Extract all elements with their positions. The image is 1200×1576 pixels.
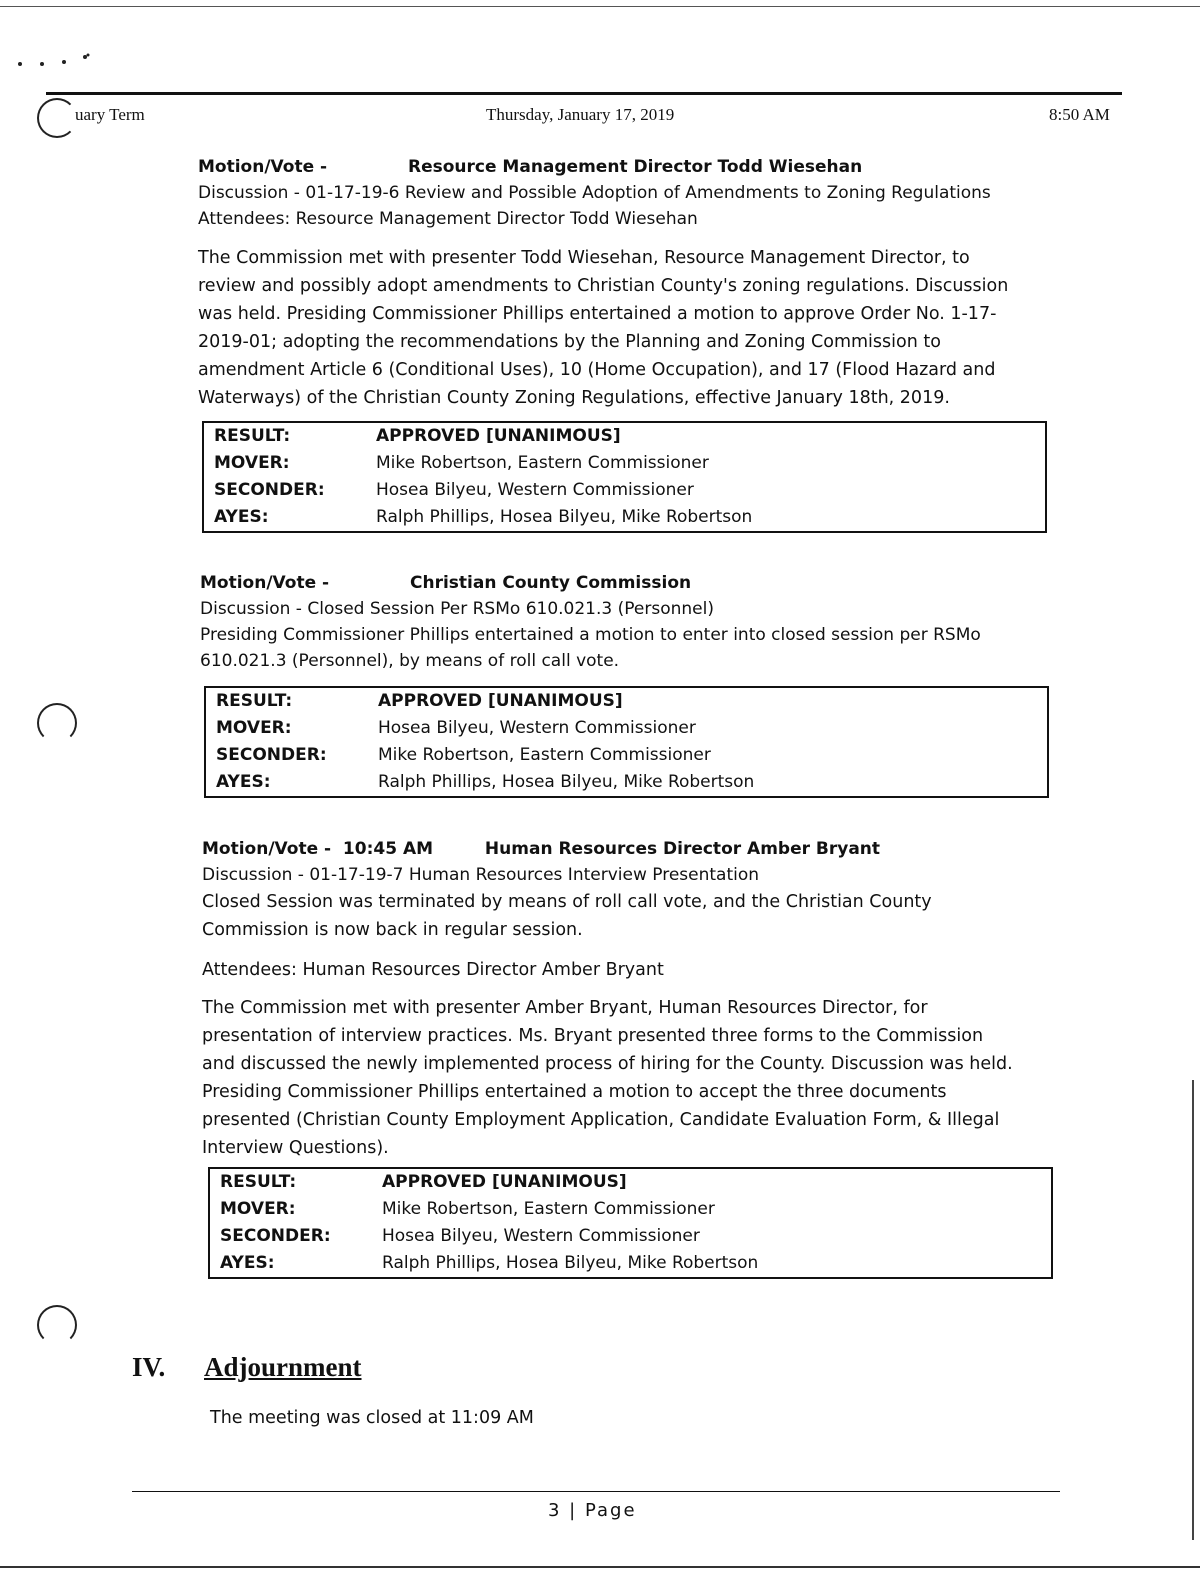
header-term: uary Term — [75, 105, 145, 124]
vote-label: AYES: — [220, 1253, 275, 1273]
header-rule — [46, 92, 1122, 95]
vote-row-mover — [205, 715, 1048, 742]
motion-label: Motion/Vote - — [202, 839, 332, 859]
motion-label: Motion/Vote - — [200, 573, 330, 593]
vote-ayes: Ralph Phillips, Hosea Bilyeu, Mike Robertson — [378, 772, 755, 792]
body-line: Closed Session was terminated by means of roll call vote, and the Christian County — [202, 892, 932, 912]
footer-rule — [132, 1491, 1060, 1492]
vote-seconder: Hosea Bilyeu, Western Commissioner — [376, 480, 694, 500]
vote-row-ayes — [209, 1250, 1052, 1278]
scan-edge-top — [0, 6, 1200, 7]
vote-label: MOVER: — [214, 453, 290, 473]
agenda-item — [202, 836, 880, 888]
punch-hole-mark — [37, 98, 77, 138]
vote-row-ayes — [203, 504, 1046, 532]
vote-table — [204, 686, 1049, 798]
body-line: was held. Presiding Commissioner Phillips entertained a motion to approve Order No. 1-17- — [198, 304, 997, 324]
motion-heading — [200, 570, 981, 596]
vote-mover: Hosea Bilyeu, Western Commissioner — [378, 718, 696, 738]
vote-mover: Mike Robertson, Eastern Commissioner — [376, 453, 709, 473]
vote-row-result — [209, 1168, 1052, 1196]
closed-session-note — [202, 888, 1062, 944]
body-line: presented (Christian County Employment Application, Candidate Evaluation Form, & Illegal — [202, 1110, 1000, 1130]
vote-row-mover — [209, 1196, 1052, 1223]
body-line: The Commission met with presenter Amber Bryant, Human Resources Director, for — [202, 998, 928, 1018]
vote-label: SECONDER: — [216, 745, 327, 765]
section-heading — [132, 1352, 362, 1383]
vote-row-result — [203, 422, 1046, 450]
section-title: Adjournment — [204, 1352, 362, 1382]
vote-label: AYES: — [214, 507, 269, 527]
discussion-line: Discussion - Closed Session Per RSMo 610.021.3 (Personnel) — [200, 599, 714, 619]
body-line: Presiding Commissioner Phillips entertained a motion to enter into closed session per RSMo — [200, 625, 981, 645]
header-date: Thursday, January 17, 2019 — [486, 105, 675, 124]
item-body — [202, 994, 1072, 1162]
punch-hole-mark — [37, 1305, 77, 1345]
agenda-item — [198, 154, 991, 232]
punch-hole-mark — [37, 703, 77, 743]
vote-label: RESULT: — [220, 1172, 297, 1192]
scan-specks — [14, 50, 104, 74]
body-line: and discussed the newly implemented process of hiring for the County. Discussion was held. — [202, 1054, 1013, 1074]
motion-heading — [202, 836, 880, 862]
discussion-line: Discussion - 01-17-19-6 Review and Possible Adoption of Amendments to Zoning Regulations — [198, 183, 991, 203]
vote-result: APPROVED [UNANIMOUS] — [382, 1172, 627, 1192]
item-body — [198, 244, 1058, 412]
motion-time: 10:45 AM — [342, 839, 434, 859]
body-line: Presiding Commissioner Phillips entertained a motion to accept the three documents — [202, 1082, 947, 1102]
motion-heading — [198, 154, 991, 180]
scan-edge-right — [1192, 1080, 1194, 1540]
agenda-item — [200, 570, 981, 674]
motion-presenter: Christian County Commission — [410, 573, 692, 593]
vote-row-result — [205, 687, 1048, 715]
body-line: Commission is now back in regular session. — [202, 920, 583, 940]
attendees-line: Attendees: Resource Management Director Todd Wiesehan — [198, 209, 698, 229]
vote-ayes: Ralph Phillips, Hosea Bilyeu, Mike Robertson — [382, 1253, 759, 1273]
vote-row-seconder — [205, 742, 1048, 769]
vote-table — [208, 1167, 1053, 1279]
vote-ayes: Ralph Phillips, Hosea Bilyeu, Mike Robertson — [376, 507, 753, 527]
body-line: review and possibly adopt amendments to Christian County's zoning regulations. Discussion — [198, 276, 1009, 296]
page-number: 3 | Page — [548, 1500, 637, 1521]
body-line: amendment Article 6 (Conditional Uses), 10 (Home Occupation), and 17 (Flood Hazard and — [198, 360, 996, 380]
vote-row-seconder — [209, 1223, 1052, 1250]
body-line: 610.021.3 (Personnel), by means of roll call vote. — [200, 651, 620, 671]
vote-seconder: Hosea Bilyeu, Western Commissioner — [382, 1226, 700, 1246]
body-line: presentation of interview practices. Ms. Bryant presented three forms to the Commission — [202, 1026, 984, 1046]
vote-mover: Mike Robertson, Eastern Commissioner — [382, 1199, 715, 1219]
header-time: 8:50 AM — [1049, 105, 1110, 124]
vote-row-ayes — [205, 769, 1048, 797]
vote-label: MOVER: — [220, 1199, 296, 1219]
vote-result: APPROVED [UNANIMOUS] — [376, 426, 621, 446]
vote-label: RESULT: — [214, 426, 291, 446]
motion-label: Motion/Vote - — [198, 157, 328, 177]
discussion-line: Discussion - 01-17-19-7 Human Resources Interview Presentation — [202, 865, 760, 885]
motion-presenter: Human Resources Director Amber Bryant — [484, 839, 881, 859]
vote-label: MOVER: — [216, 718, 292, 738]
vote-result: APPROVED [UNANIMOUS] — [378, 691, 623, 711]
vote-label: SECONDER: — [214, 480, 325, 500]
vote-label: AYES: — [216, 772, 271, 792]
vote-label: RESULT: — [216, 691, 293, 711]
attendees-line: Attendees: Human Resources Director Amber Bryant — [202, 960, 664, 980]
vote-row-mover — [203, 450, 1046, 477]
motion-presenter: Resource Management Director Todd Wiesehan — [408, 157, 863, 177]
vote-label: SECONDER: — [220, 1226, 331, 1246]
body-line: Interview Questions). — [202, 1138, 389, 1158]
body-line: 2019-01; adopting the recommendations by the Planning and Zoning Commission to — [198, 332, 941, 352]
vote-table — [202, 421, 1047, 533]
closing-statement: The meeting was closed at 11:09 AM — [210, 1408, 534, 1428]
scan-edge-bottom — [0, 1566, 1200, 1568]
body-line: The Commission met with presenter Todd Wiesehan, Resource Management Director, to — [198, 248, 970, 268]
vote-row-seconder — [203, 477, 1046, 504]
vote-seconder: Mike Robertson, Eastern Commissioner — [378, 745, 711, 765]
body-line: Waterways) of the Christian County Zoning Regulations, effective January 18th, 2019. — [198, 388, 950, 408]
section-number: IV. — [132, 1352, 166, 1382]
